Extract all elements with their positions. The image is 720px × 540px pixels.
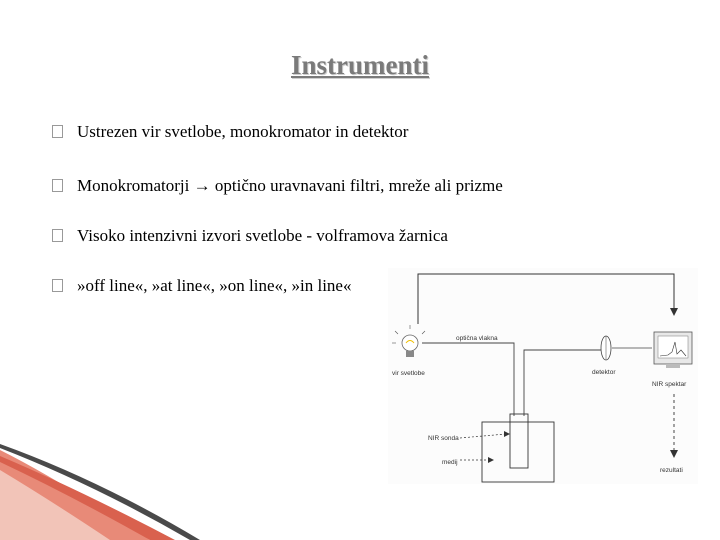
label-nir-spectrometer: NIR spektar bbox=[652, 381, 687, 388]
label-nir-probe: NIR sonda bbox=[428, 435, 459, 442]
label-detector: detektor bbox=[592, 369, 616, 376]
bullet-item-1 bbox=[52, 122, 408, 142]
label-medium: medij bbox=[442, 459, 458, 466]
bullet-item-3 bbox=[52, 226, 448, 246]
bullet-box-icon bbox=[52, 279, 63, 292]
label-optical-fibers: optična vlakna bbox=[456, 335, 498, 342]
bullet-item-2 bbox=[52, 176, 503, 196]
label-light-source: vir svetlobe bbox=[392, 370, 425, 377]
monitor-icon bbox=[654, 332, 692, 368]
nir-instrument-diagram bbox=[388, 268, 698, 484]
bullet-box-icon bbox=[52, 125, 63, 138]
bullet-box-icon bbox=[52, 229, 63, 242]
bullet-box-icon bbox=[52, 179, 63, 192]
decorative-corner-wave bbox=[0, 440, 420, 540]
bullet-text: Visoko intenzivni izvori svetlobe - volframova žarnica bbox=[77, 226, 448, 245]
diagram-background bbox=[388, 268, 698, 484]
slide-title: Instrumenti bbox=[290, 50, 429, 80]
bullet-item-4 bbox=[52, 276, 351, 296]
bullet-text: Monokromatorji → optično uravnavani filtri, mreže ali prizme bbox=[77, 176, 503, 195]
bullet-text: Ustrezen vir svetlobe, monokromator in detektor bbox=[77, 122, 409, 141]
label-results: rezultati bbox=[660, 467, 683, 474]
bullet-text: »off line«, »at line«, »on line«, »in line« bbox=[77, 276, 352, 295]
